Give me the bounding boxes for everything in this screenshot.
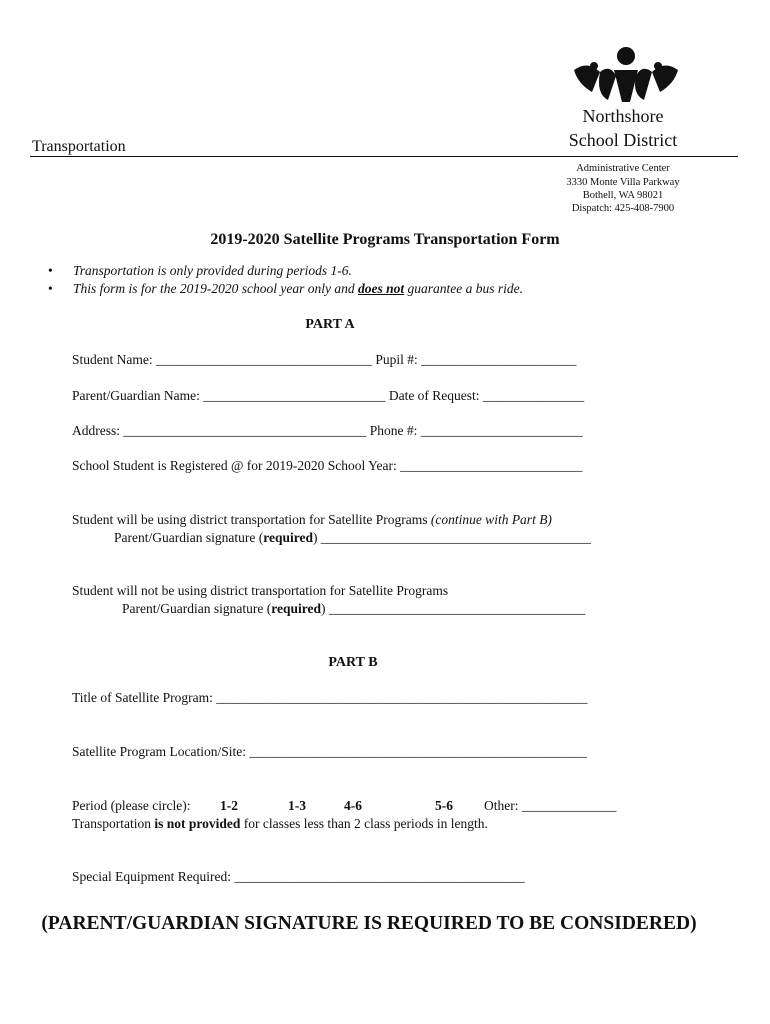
option-text: Student will be using district transportation for Satellite Programs xyxy=(72,512,431,527)
signature-blank[interactable]: ) ________________________________________ xyxy=(312,530,591,545)
option-not-using-transport[interactable] xyxy=(72,583,448,599)
period-option-5-6[interactable]: 5-6 xyxy=(435,798,453,813)
signature-label: Parent/Guardian signature ( xyxy=(122,601,272,616)
bullet-icon: • xyxy=(48,263,53,278)
signature-line-1[interactable] xyxy=(114,530,591,546)
program-title-field[interactable]: Title of Satellite Program: _______________________________________________________ xyxy=(72,690,588,705)
address-line-3: Bothell, WA 98021 xyxy=(582,190,664,201)
address-line-4: Dispatch: 425-408-7900 xyxy=(571,203,675,214)
bullet-item-periods xyxy=(48,263,352,279)
signature-blank[interactable]: ) ______________________________________ xyxy=(320,601,586,616)
note-post: for classes less than 2 class periods in length. xyxy=(240,816,488,831)
option-note: (continue with Part B) xyxy=(430,512,552,527)
district-logo xyxy=(570,46,682,102)
district-name-line2: School District xyxy=(568,130,678,150)
bullet-text: Transportation is only provided during periods 1-6. xyxy=(73,263,352,278)
district-name-line1: Northshore xyxy=(582,106,664,126)
transport-note xyxy=(72,816,488,832)
school-field[interactable]: School Student is Registered @ for 2019-2020 School Year: ___________________________ xyxy=(72,458,583,473)
bullet-text-emph: does not xyxy=(358,281,405,296)
bullet-text-post: guarantee a bus ride. xyxy=(404,281,524,296)
required-label: required xyxy=(263,530,313,545)
option-text: Student will not be using district transportation for Satellite Programs xyxy=(72,583,449,598)
address-line-2: 3330 Monte Villa Parkway xyxy=(566,177,680,188)
equipment-field[interactable]: Special Equipment Required: ___________________________________________ xyxy=(72,869,525,884)
bullet-icon: • xyxy=(48,281,53,296)
student-name-field[interactable]: Student Name: ________________________________ Pupil #: _______________________ xyxy=(72,352,577,367)
note-bold: is not provided xyxy=(154,816,241,831)
period-other-field[interactable]: Other: ______________ xyxy=(484,798,617,813)
required-label: required xyxy=(271,601,321,616)
period-option-4-6[interactable]: 4-6 xyxy=(344,798,362,813)
bullet-item-school-year xyxy=(48,281,523,297)
signature-line-2[interactable] xyxy=(122,601,585,617)
department-label: Transportation xyxy=(32,138,126,155)
form-title: 2019-2020 Satellite Programs Transportation Form xyxy=(210,231,560,248)
part-a-heading: PART A xyxy=(305,317,355,332)
period-option-1-2[interactable]: 1-2 xyxy=(220,798,238,813)
signature-label: Parent/Guardian signature ( xyxy=(114,530,264,545)
program-location-field[interactable]: Satellite Program Location/Site: __________________________________________________ xyxy=(72,744,587,759)
bullet-text-pre: This form is for the 2019-2020 school year only and xyxy=(73,281,358,296)
parent-name-field[interactable]: Parent/Guardian Name: ___________________________ Date of Request: _______________ xyxy=(72,388,585,403)
address-line-1: Administrative Center xyxy=(576,163,670,174)
note-pre: Transportation xyxy=(72,816,155,831)
header-rule xyxy=(30,156,738,157)
period-option-1-3[interactable]: 1-3 xyxy=(288,798,306,813)
part-b-heading: PART B xyxy=(328,655,378,670)
signature-required-notice: (PARENT/GUARDIAN SIGNATURE IS REQUIRED TO BE CONSIDERED) xyxy=(41,913,697,934)
option-using-transport[interactable] xyxy=(72,512,552,528)
period-label: Period (please circle): xyxy=(72,798,191,813)
address-field[interactable]: Address: ____________________________________ Phone #: ________________________ xyxy=(72,423,583,438)
